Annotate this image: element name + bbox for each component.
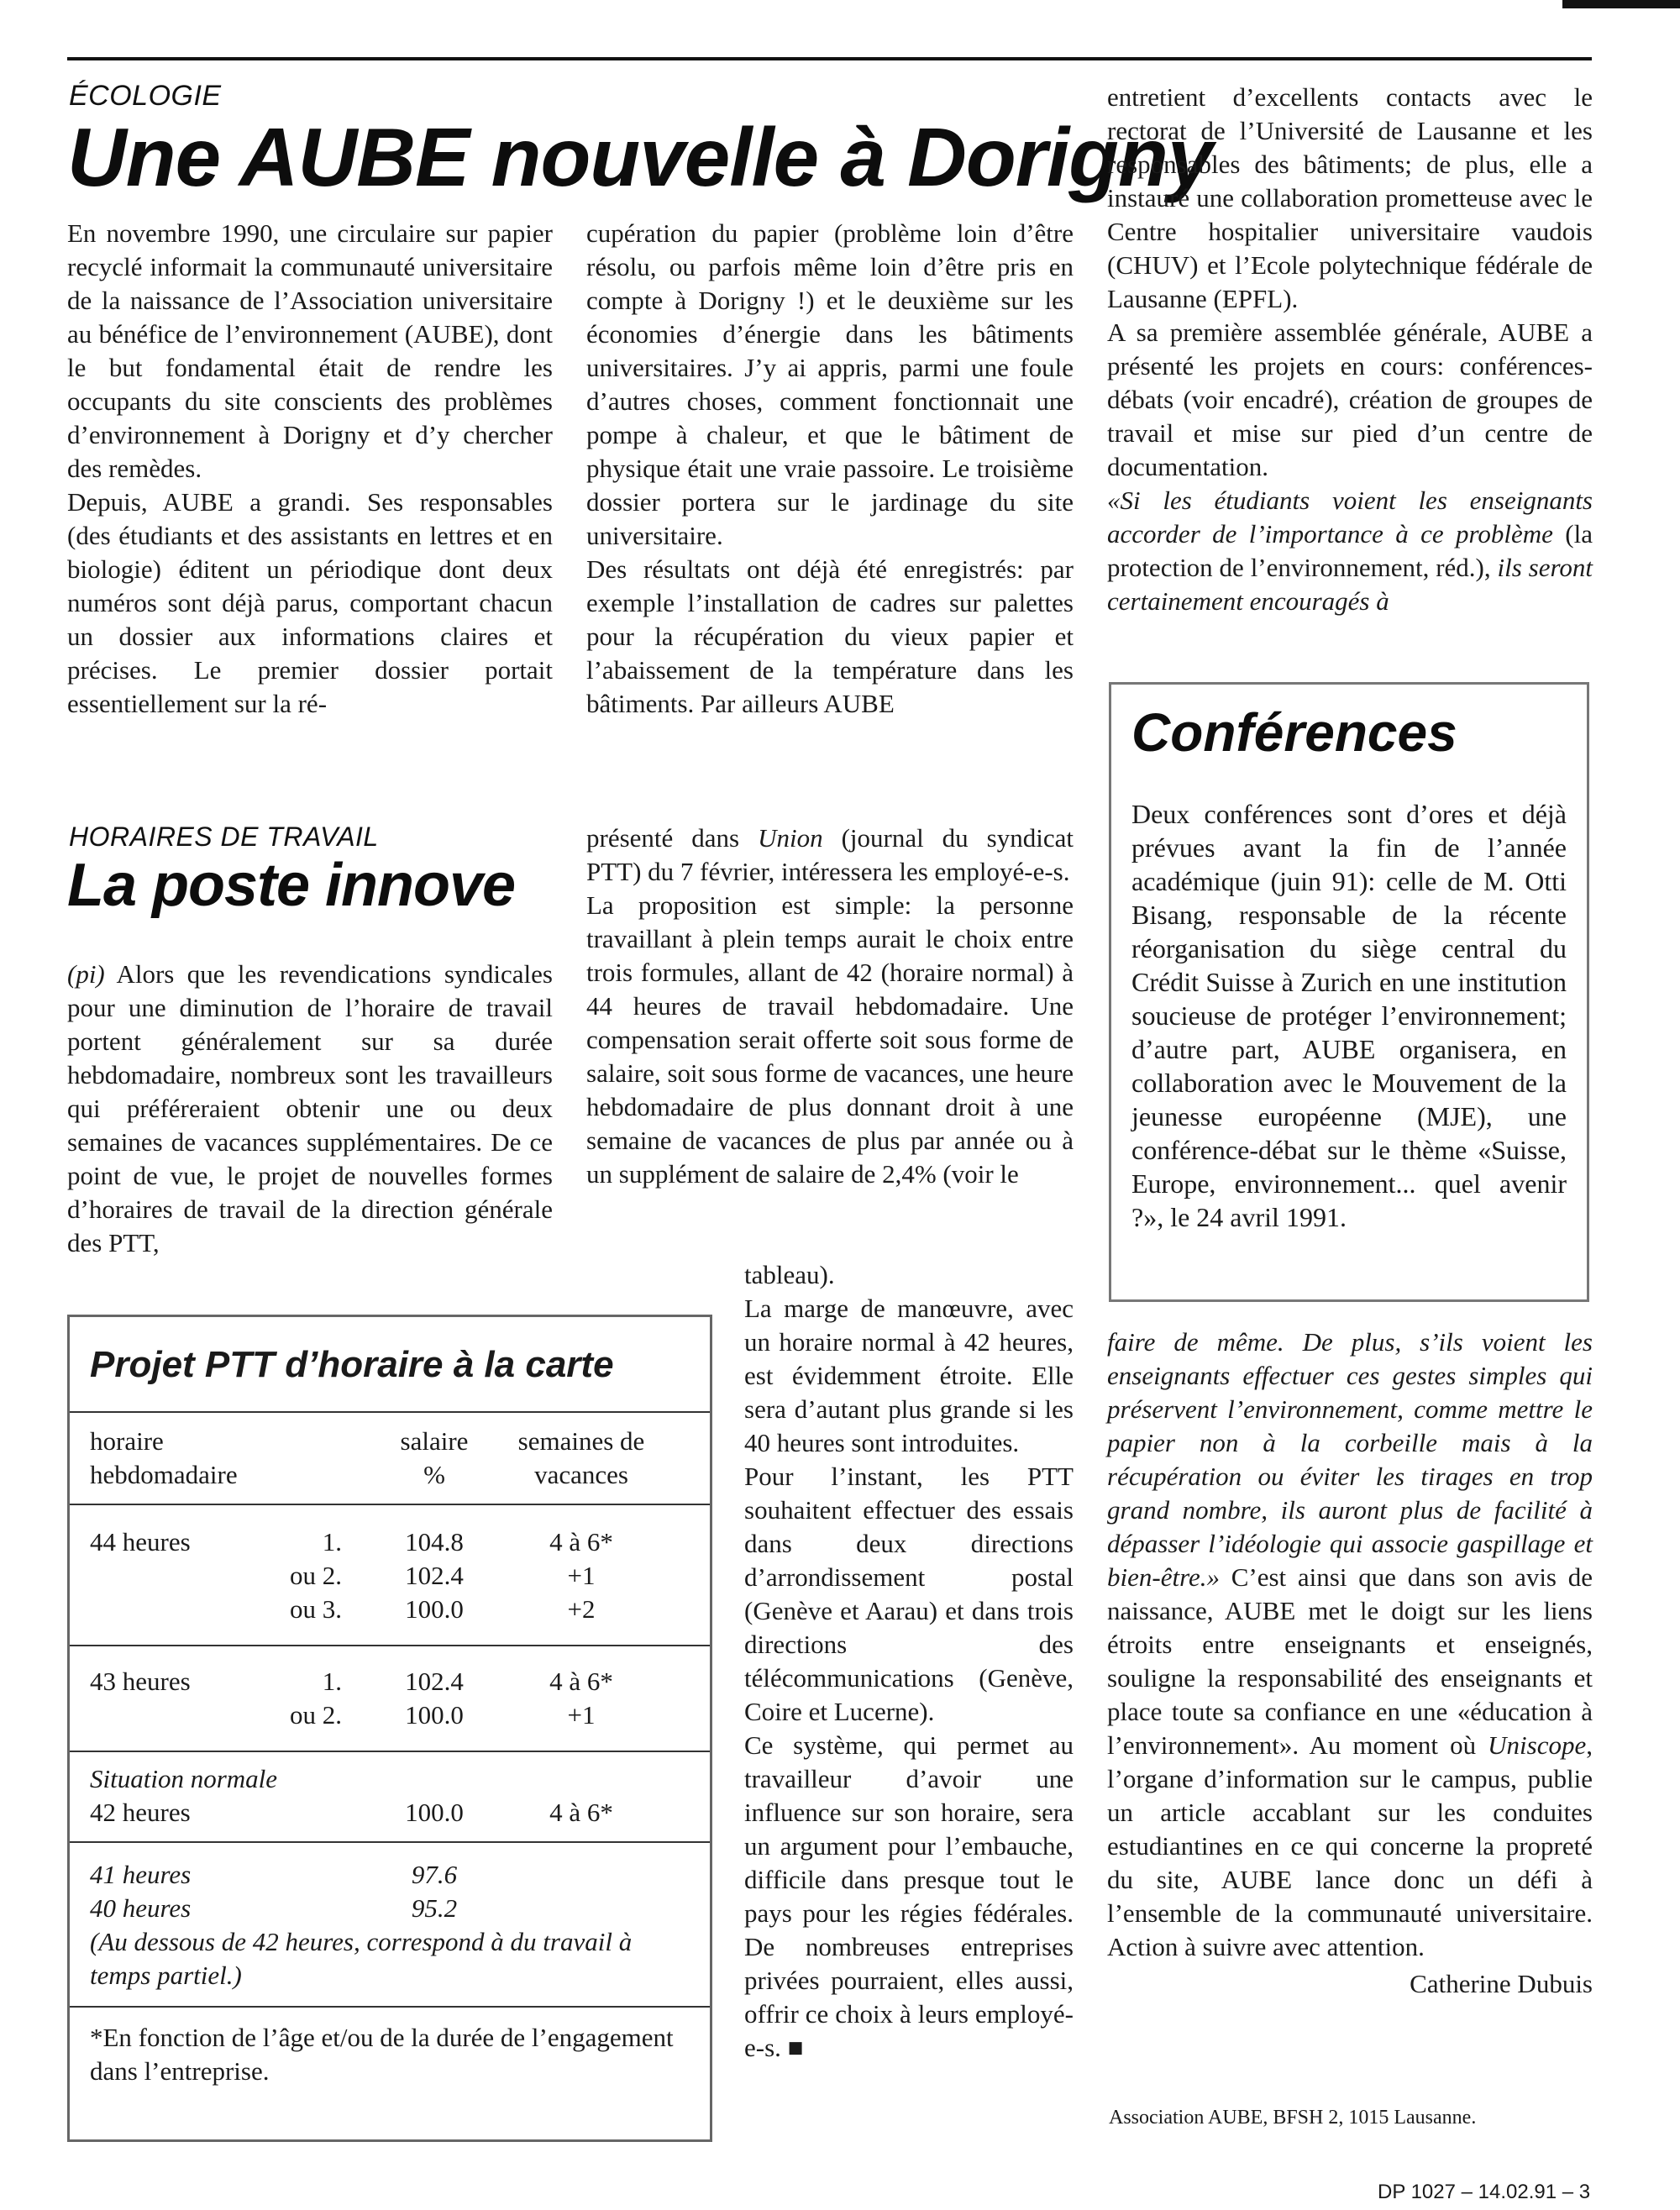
header-line: salaire (400, 1426, 469, 1456)
table-row-44 (70, 1505, 710, 1646)
paragraph: cupération du papier (problème loin d’être résolu, ou parfois même loin d’être pris en compte à Dorigny !) et le deuxième sur les économies d’énergie dans les bâtiments universitaires. J’y ai appris, parmi une foule d’autres choses, comment fonctionnait une pompe à chaleur, et que le bâtiment de physique était une vraie passoire. Le troisième dossier portera sur le jardinage du site universitaire. (586, 218, 1074, 550)
publication-name: Uniscope (1488, 1730, 1587, 1760)
option-list (258, 1665, 384, 1732)
hours-label: 44 heures (90, 1527, 191, 1556)
header-line: horaire (90, 1426, 164, 1456)
option: 1. (322, 1527, 342, 1556)
paragraph: Des résultats ont déjà été enregistrés: par exemple l’installation de cadres sur palettes pour la récupération du vieux papier et l’abaissement de la température dans les bâtiments. Par ailleurs AUBE (586, 554, 1074, 718)
row-values (90, 1858, 690, 1892)
header-line: hebdomadaire (90, 1460, 238, 1489)
top-rule (67, 57, 1592, 60)
association-address: Association AUBE, BFSH 2, 1015 Lausanne. (1109, 2107, 1477, 2129)
quote-text: faire de même. De plus, s’ils voient les enseignants effectuer ces gestes simples qui préservent l’environnement, comme mettre le papier non à la corbeille mais à la récupération ou éviter les tirages en trop grand nombre, ils auront plus de facilité à dépasser l’idéologie qui associe gaspillage et bien-être.» (1107, 1327, 1593, 1592)
vacation-value: 4 à 6* (549, 1667, 613, 1696)
text: C’est ainsi que dans son avis de naissance, AUBE met le doigt sur les liens étroits entre enseignants et enseignés, souligne la responsabilité des enseignants et place toute sa confiance en une «éducation à l’environnement». Au moment où (1107, 1562, 1593, 1760)
header-line: vacances (534, 1460, 628, 1489)
quote-paragraph (1107, 484, 1593, 618)
paragraph: entretient d’excellents contacts avec le rectorat de l’Université de Lausanne et les responsables des bâtiments; de plus, elle a instauré une collaboration prometteuse avec le Centre hospitalier universitaire vaudois (CHUV) et l’Ecole polytechnique fédérale de Lausanne (EPFL). (1107, 82, 1593, 313)
text: , l’organe d’information sur le campus, publie un article accablant sur les conduites estudiantines en ce qui concerne la propreté du site, AUBE lance donc un défi à l’ensemble de la communauté universitaire. Action à suivre avec attention. (1107, 1730, 1593, 1961)
article2-kicker: HORAIRES DE TRAVAIL (69, 822, 379, 852)
vacation-list (485, 1525, 678, 1626)
hours-label: 40 heures (90, 1893, 192, 1923)
article2-column-1 (67, 958, 553, 1260)
publication-name: Union (758, 823, 823, 853)
paragraph (744, 1729, 1074, 2065)
salary-value: 95.2 (411, 1893, 458, 1923)
hours-label: 41 heures (90, 1860, 192, 1889)
conferences-body: Deux conférences sont d’ores et déjà prévues avant la fin de l’année académique (juin 91): celle de M. Otti Bisang, responsable de la récente réorganisation du siège central du Crédit Suisse à Zurich en une institution soucieuse de protéger l’environnement; d’autre part, AUBE organisera, en collaboration avec le Mouvement de la jeunesse européenne (MJE), une conférence-débat sur le thème «Suisse, Europe, environnement... quel avenir ?», le 24 avril 1991. (1131, 799, 1567, 1232)
hours-label: 42 heures (90, 1798, 191, 1827)
paragraph: En novembre 1990, une circulaire sur papier recyclé informait la communauté universitaire de la naissance de l’Association universitaire au bénéfice de l’environnement (AUBE), dont le but fondamental était de rendre les occupants du site conscients des problèmes d’environnement à Dorigny et d’y chercher des remèdes. (67, 218, 553, 483)
article1-column-3-continued (1107, 1325, 1593, 2001)
vacation-list (485, 1665, 678, 1732)
table-footnote: *En fonction de l’âge et/ou de la durée de l’engagement dans l’entreprise. (90, 2023, 674, 2086)
row-values (90, 1796, 690, 1829)
hours-label: 43 heures (90, 1667, 191, 1696)
text: (journal du syndicat PTT) du 7 février, intéressera les employé-e-s. (586, 823, 1074, 886)
header-line: % (423, 1460, 445, 1489)
article2-column-2-narrow (744, 1258, 1074, 2065)
col-header-horaire (90, 1425, 384, 1492)
paragraph: Depuis, AUBE a grandi. Ses responsables (des étudiants et des assistants en lettres et en biologie) éditent un périodique dont deux numéros sont déjà parus, comportant chacun un dossier aux informations claires et précises. Le premier dossier portait essentiellement sur la ré- (67, 487, 553, 718)
paragraph: Pour l’instant, les PTT souhaitent effectuer des essais dans deux directions d’arrondissement postal (Genève et Aarau) et dans trois directions des télécommunications (Genève, Coire et Lucerne). (744, 1462, 1074, 1726)
salary-value: 102.4 (405, 1561, 464, 1590)
option: 1. (322, 1667, 342, 1696)
article2-headline: La poste innove (67, 852, 516, 919)
salary-value: 100.0 (405, 1594, 464, 1624)
text: Ce système, qui permet au travailleur d’avoir une influence sur son horaire, sera un argument pour l’embauche, difficile dans presque tout le pays pour les régies fédérales. De nombreuses entreprises privées pourraient, elles aussi, offrir ce choix à leurs employé-e-s. (744, 1730, 1074, 2062)
article2-column-2 (586, 822, 1074, 1191)
end-mark: ■ (787, 2033, 804, 2062)
col-header-vacances (485, 1425, 678, 1492)
option: ou 2. (290, 1561, 342, 1590)
vacation-value: 4 à 6* (549, 1798, 613, 1827)
paragraph (586, 822, 1074, 889)
article1-kicker: ÉCOLOGIE (69, 80, 222, 112)
table-header (70, 1413, 710, 1505)
paragraph-end: tableau). (744, 1260, 835, 1289)
vacation-value: +1 (567, 1700, 596, 1730)
row-values (90, 1892, 690, 1925)
salary-list (384, 1665, 485, 1732)
header-line: semaines de (517, 1426, 645, 1456)
vacation-value: +2 (567, 1594, 596, 1624)
ptt-table-box (67, 1315, 712, 2142)
ptt-table-title: Projet PTT d’horaire à la carte (70, 1317, 710, 1413)
partial-time-note: (Au dessous de 42 heures, correspond à du travail à temps partiel.) (90, 1927, 633, 1990)
situation-label: Situation normale (90, 1764, 278, 1793)
page-footer: DP 1027 – 14.02.91 – 3 (1378, 2181, 1591, 2203)
col-header-salaire (384, 1425, 485, 1492)
salary-value: 97.6 (411, 1860, 458, 1889)
option-list (258, 1525, 384, 1626)
byline: (pi) (67, 959, 105, 989)
paragraph (67, 958, 553, 1260)
vacation-value: +1 (567, 1561, 596, 1590)
vacation-value: 4 à 6* (549, 1527, 613, 1556)
text: Alors que les revendications syndicales pour une diminution de l’horaire de travail portent généralement sur sa durée hebdomadaire, nombreux sont les travailleurs qui préféreraient obtenir une ou deux semaines de vacances supplémentaires. De ce point de vue, le projet de nouvelles formes d’horaires de travail de la direction générale des PTT, (67, 959, 553, 1257)
paragraph: A sa première assemblée générale, AUBE a présenté les projets en cours: conférences-débats (voir encadré), création de groupes de travail et mise sur pied d’un centre de documentation. (1107, 318, 1593, 481)
table-row-42 (70, 1752, 710, 1843)
article1-column-3 (1107, 81, 1593, 618)
quote-text: «Si les étudiants voient les enseignants accorder de l’importance à ce problème (1107, 486, 1593, 549)
option: ou 2. (290, 1700, 342, 1730)
author: Catherine Dubuis (1410, 1969, 1593, 1998)
article1-column-2 (586, 217, 1074, 721)
option: ou 3. (290, 1594, 342, 1624)
salary-value: 100.0 (405, 1700, 464, 1730)
salary-list (384, 1525, 485, 1626)
conferences-title: Conférences (1131, 702, 1457, 763)
salary-value: 104.8 (405, 1527, 464, 1556)
text: présenté dans (586, 823, 759, 853)
salary-value: 100.0 (405, 1798, 464, 1827)
article1-column-1 (67, 217, 553, 721)
paragraph: La marge de manœuvre, avec un horaire normal à 42 heures, est évidemment étroite. Elle sera d’autant plus grande si les 40 heures sont introduites. (744, 1294, 1074, 1457)
conferences-box (1109, 682, 1589, 1302)
quote-text: ils seront certainement encouragés à (1107, 553, 1593, 616)
salary-value: 102.4 (405, 1667, 464, 1696)
corner-mark (1562, 0, 1680, 8)
editor-note: (la protection de l’environnement, réd.), (1107, 519, 1593, 582)
article1-headline: Une AUBE nouvelle à Dorigny (67, 111, 1213, 203)
table-row-43 (70, 1646, 710, 1752)
table-row-partial (70, 1843, 710, 2008)
paragraph: La proposition est simple: la personne travaillant à plein temps aurait le choix entre trois formules, allant de 42 (horaire normal) à 44 heures de travail hebdomadaire. Une compensation serait offerte soit sous forme de salaire, soit sous forme de vacances, une heure hebdomadaire de plus donnant droit à une semaine de vacances de plus par année ou à un supplément de salaire de 2,4% (voir le (586, 890, 1074, 1189)
paragraph (1107, 1325, 1593, 1964)
